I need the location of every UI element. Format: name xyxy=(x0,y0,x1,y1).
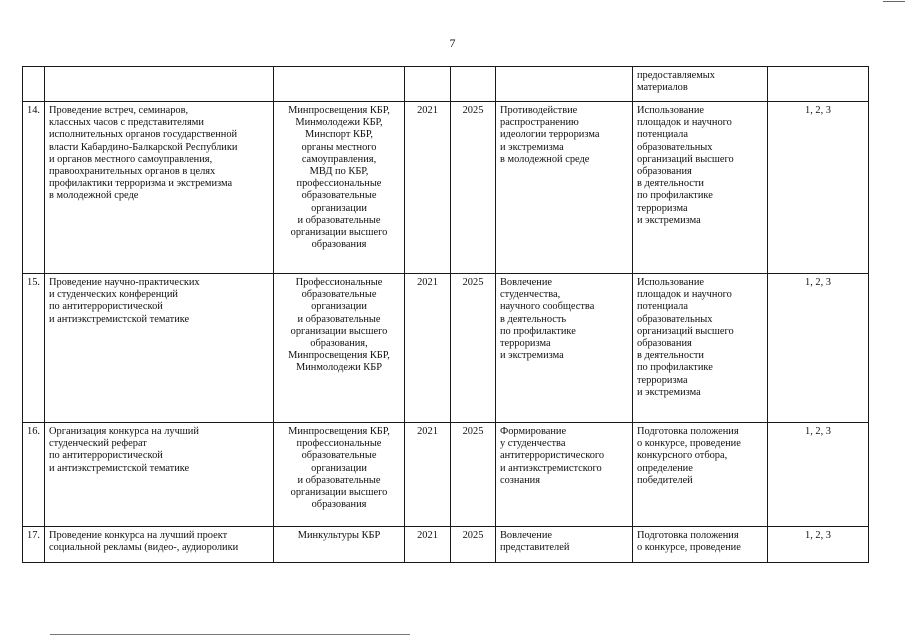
page-number: 7 xyxy=(449,36,456,50)
goal-cell: Противодействие распространению идеологии терроризма и экстремизма в молодежной среде xyxy=(496,102,633,274)
goal-cell: Вовлечение студенчества, научного сообщества в деятельность по профилактике терроризма и экстремизма xyxy=(496,274,633,423)
executors-cell: Минпросвещения КБР, Минмолодежи КБР, Минспорт КБР, органы местного самоуправления, МВД по КБР, профессиональные образовательные организации и образовательные организации высшего образования xyxy=(274,102,405,274)
row-number: 16. xyxy=(23,423,45,527)
goal-cell: Вовлечение представителей xyxy=(496,527,633,563)
executors-cell: Минпросвещения КБР, профессиональные образовательные организации и образовательные организации высшего образования xyxy=(274,423,405,527)
row-number: 14. xyxy=(23,102,45,274)
goal-cell xyxy=(496,67,633,102)
row-number xyxy=(23,67,45,102)
scan-artifact-line xyxy=(50,634,410,635)
table-row xyxy=(23,67,869,102)
end-year-cell: 2025 xyxy=(451,102,496,274)
table-row xyxy=(23,274,869,423)
start-year-cell xyxy=(405,67,451,102)
start-year-cell: 2021 xyxy=(405,274,451,423)
end-year-cell: 2025 xyxy=(451,423,496,527)
table-row xyxy=(23,527,869,563)
end-year-cell xyxy=(451,67,496,102)
table-row xyxy=(23,102,869,274)
page-edge-mark xyxy=(883,1,905,2)
row-number: 15. xyxy=(23,274,45,423)
event-cell: Проведение конкурса на лучший проект социальной рекламы (видео-, аудиоролики xyxy=(45,527,274,563)
indicators-cell: Использование площадок и научного потенциала образовательных организаций высшего образования в деятельности по профилактике терроризма и экстремизма xyxy=(633,274,768,423)
event-cell: Проведение научно-практических и студенческих конференций по антитеррористической и антиэкстремистской тематике xyxy=(45,274,274,423)
measures-table xyxy=(22,66,869,563)
end-year-cell: 2025 xyxy=(451,274,496,423)
tasks-cell xyxy=(768,67,869,102)
tasks-cell: 1, 2, 3 xyxy=(768,423,869,527)
tasks-cell: 1, 2, 3 xyxy=(768,527,869,563)
end-year-cell: 2025 xyxy=(451,527,496,563)
event-cell: Организация конкурса на лучший студенческий реферат по антитеррористической и антиэкстремистской тематике xyxy=(45,423,274,527)
indicators-cell: Подготовка положения о конкурсе, проведение конкурсного отбора, определение победителей xyxy=(633,423,768,527)
executors-cell: Профессиональные образовательные организации и образовательные организации высшего образования, Минпросвещения КБР, Минмолодежи КБР xyxy=(274,274,405,423)
indicators-cell: предоставляемых материалов xyxy=(633,67,768,102)
indicators-cell: Использование площадок и научного потенциала образовательных организаций высшего образования в деятельности по профилактике терроризма и экстремизма xyxy=(633,102,768,274)
row-number: 17. xyxy=(23,527,45,563)
start-year-cell: 2021 xyxy=(405,102,451,274)
tasks-cell: 1, 2, 3 xyxy=(768,102,869,274)
start-year-cell: 2021 xyxy=(405,527,451,563)
event-cell: Проведение встреч, семинаров, классных часов с представителями исполнительных органов государственной власти Кабардино-Балкарской Республики и органов местного самоуправления, правоохранительных органов в целях профилактики терроризма и экстремизма в молодежной среде xyxy=(45,102,274,274)
table-row xyxy=(23,423,869,527)
executors-cell: Минкультуры КБР xyxy=(274,527,405,563)
start-year-cell: 2021 xyxy=(405,423,451,527)
goal-cell: Формирование у студенчества антитеррористического и антиэкстремистского сознания xyxy=(496,423,633,527)
event-cell xyxy=(45,67,274,102)
indicators-cell: Подготовка положения о конкурсе, проведение xyxy=(633,527,768,563)
tasks-cell: 1, 2, 3 xyxy=(768,274,869,423)
executors-cell xyxy=(274,67,405,102)
